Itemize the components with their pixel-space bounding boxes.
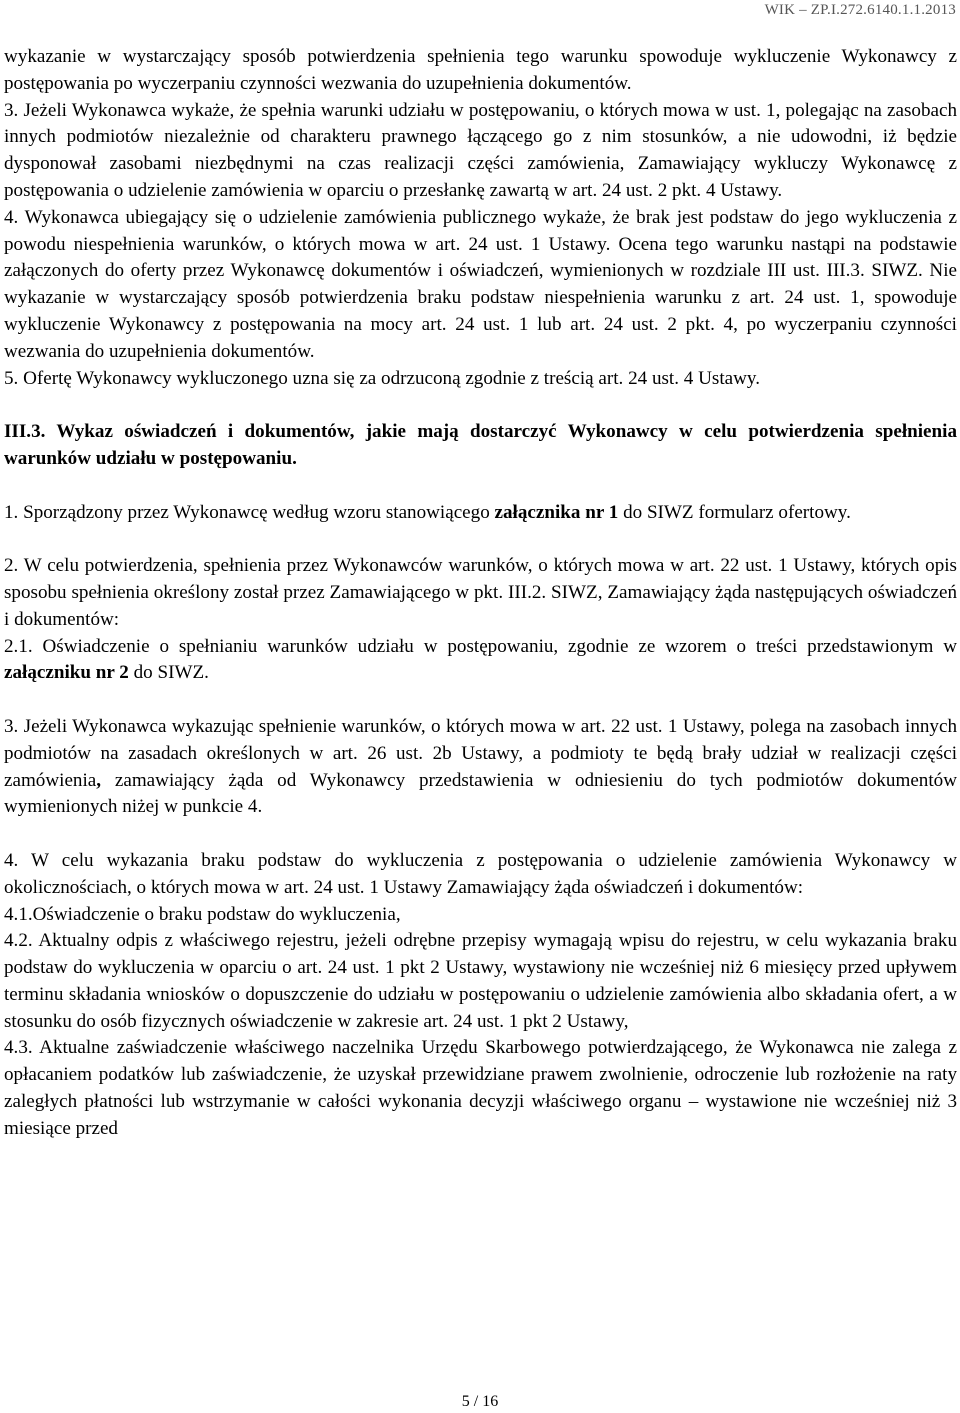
paragraph: 3. Jeżeli Wykonawca wykaże, że spełnia warunki udziału w postępowaniu, o których mowa w ust. 1, polegając na zasobach innych podmiotów niezależnie od charakteru prawnego łączącego go z nim stosunków, a nie udowodni, iż będzie dysponował zasobami niezbędnymi na czas realizacji części zamówienia, Zamawiający wykluczy Wykonawcę z postępowania o udzielenie zamówienia w oparciu o przesłankę zawartą w art. 24 ust. 2 pkt. 4 Ustawy. — [4, 99, 957, 201]
list-item: 2.1. Oświadczenie o spełnianiu warunków udziału w postępowaniu, zgodnie ze wzorem o treści przedstawionym w załączniku nr 2 do SIWZ. — [4, 635, 957, 684]
paragraph: wykazanie w wystarczający sposób potwierdzenia spełnienia tego warunku spowoduje wykluczenie Wykonawcy z postępowania po wyczerpaniu czynności wezwania do uzupełnienia dokumentów. — [4, 46, 957, 94]
list-item: 2. W celu potwierdzenia, spełnienia przez Wykonawców warunków, o których mowa w art. 22 ust. 1 Ustawy, których opis sposobu spełnienia określony został przez Zamawiającego w pkt. III.2. SIWZ, Zamawiający żąda następujących oświadczeń i dokumentów: — [4, 555, 957, 630]
list-item: 4.3. Aktualne zaświadczenie właściwego naczelnika Urzędu Skarbowego potwierdzającego, że Wykonawca nie zalega z opłacaniem podatków lub zaświadczenie, że uzyskał przewidziane prawem zwolnienie, odroczenie lub rozłożenie na raty zaległych płatności lub wstrzymanie w całości wykonania decyzji właściwego organu – wystawione nie wcześniej niż 3 miesiące przed — [4, 1037, 957, 1139]
document-reference: WIK – ZP.I.272.6140.1.1.2013 — [764, 2, 956, 18]
list-item: 4.2. Aktualny odpis z właściwego rejestru, jeżeli odrębne przepisy wymagają wpisu do rejestru, w celu wykazania braku podstaw do wykluczenia w oparciu o art. 24 ust. 1 pkt 2 Ustawy, wystawiony nie wcześniej niż 6 miesięcy przed upływem terminu składania wniosków o dopuszczenie do udziału w postępowaniu o udzielenie zamówienia albo składania ofert, a w stosunku do osób fizycznych oświadczenie w zakresie art. 24 ust. 1 pkt 2 Ustawy, — [4, 930, 957, 1032]
list-item: 3. Jeżeli Wykonawca wykazując spełnienie warunków, o których mowa w art. 22 ust. 1 Ustawy, polega na zasobach innych podmiotów na zasadach określonych w art. 26 ust. 2b Ustawy, a podmioty te będą brały udział w realizacji części zamówienia, zamawiający żąda od Wykonawcy przedstawienia w odniesieniu do tych podmiotów dokumentów wymienionych niżej w punkcie 4. — [4, 715, 957, 818]
list-item: 4. W celu wykazania braku podstaw do wykluczenia z postępowania o udzielenie zamówienia Wykonawcy w okolicznościach, o których mowa w art. 24 ust. 1 Ustawy Zamawiający żąda oświadczeń i dokumentów: — [4, 849, 957, 898]
paragraph: 4. Wykonawca ubiegający się o udzielenie zamówienia publicznego wykaże, że brak jest podstaw do jego wykluczenia z powodu niespełnienia warunków, o których mowa w art. 24 ust. 1 Ustawy. Ocena tego warunku nastąpi na podstawie załączonych do oferty przez Wykonawcę dokumentów i oświadczeń, wymienionych w rozdziale III ust. III.3. SIWZ. Nie wykazanie w wystarczający sposób potwierdzenia braku podstaw niespełnienia warunku z art. 24 ust. 1, spowoduje wykluczenie Wykonawcy z postępowania na mocy art. 24 ust. 1 lub art. 24 ust. 2 pkt. 4, po wyczerpaniu czynności wezwania do uzupełnienia dokumentów. — [4, 206, 957, 362]
section-heading: III.3. Wykaz oświadczeń i dokumentów, jakie mają dostarczyć Wykonawcy w celu potwierdzenia spełnienia warunków udziału w postępowaniu. — [4, 421, 957, 469]
paragraph: 5. Ofertę Wykonawcy wykluczonego uzna się za odrzuconą zgodnie z treścią art. 24 ust. 4 Ustawy. — [4, 367, 760, 389]
page-number: 5 / 16 — [461, 1393, 499, 1410]
list-item: 4.1.Oświadczenie o braku podstaw do wykluczenia, — [4, 903, 401, 925]
document-body — [4, 44, 957, 1143]
list-item: 1. Sporządzony przez Wykonawcę według wzoru stanowiącego załącznika nr 1 do SIWZ formularz ofertowy. — [4, 501, 851, 523]
